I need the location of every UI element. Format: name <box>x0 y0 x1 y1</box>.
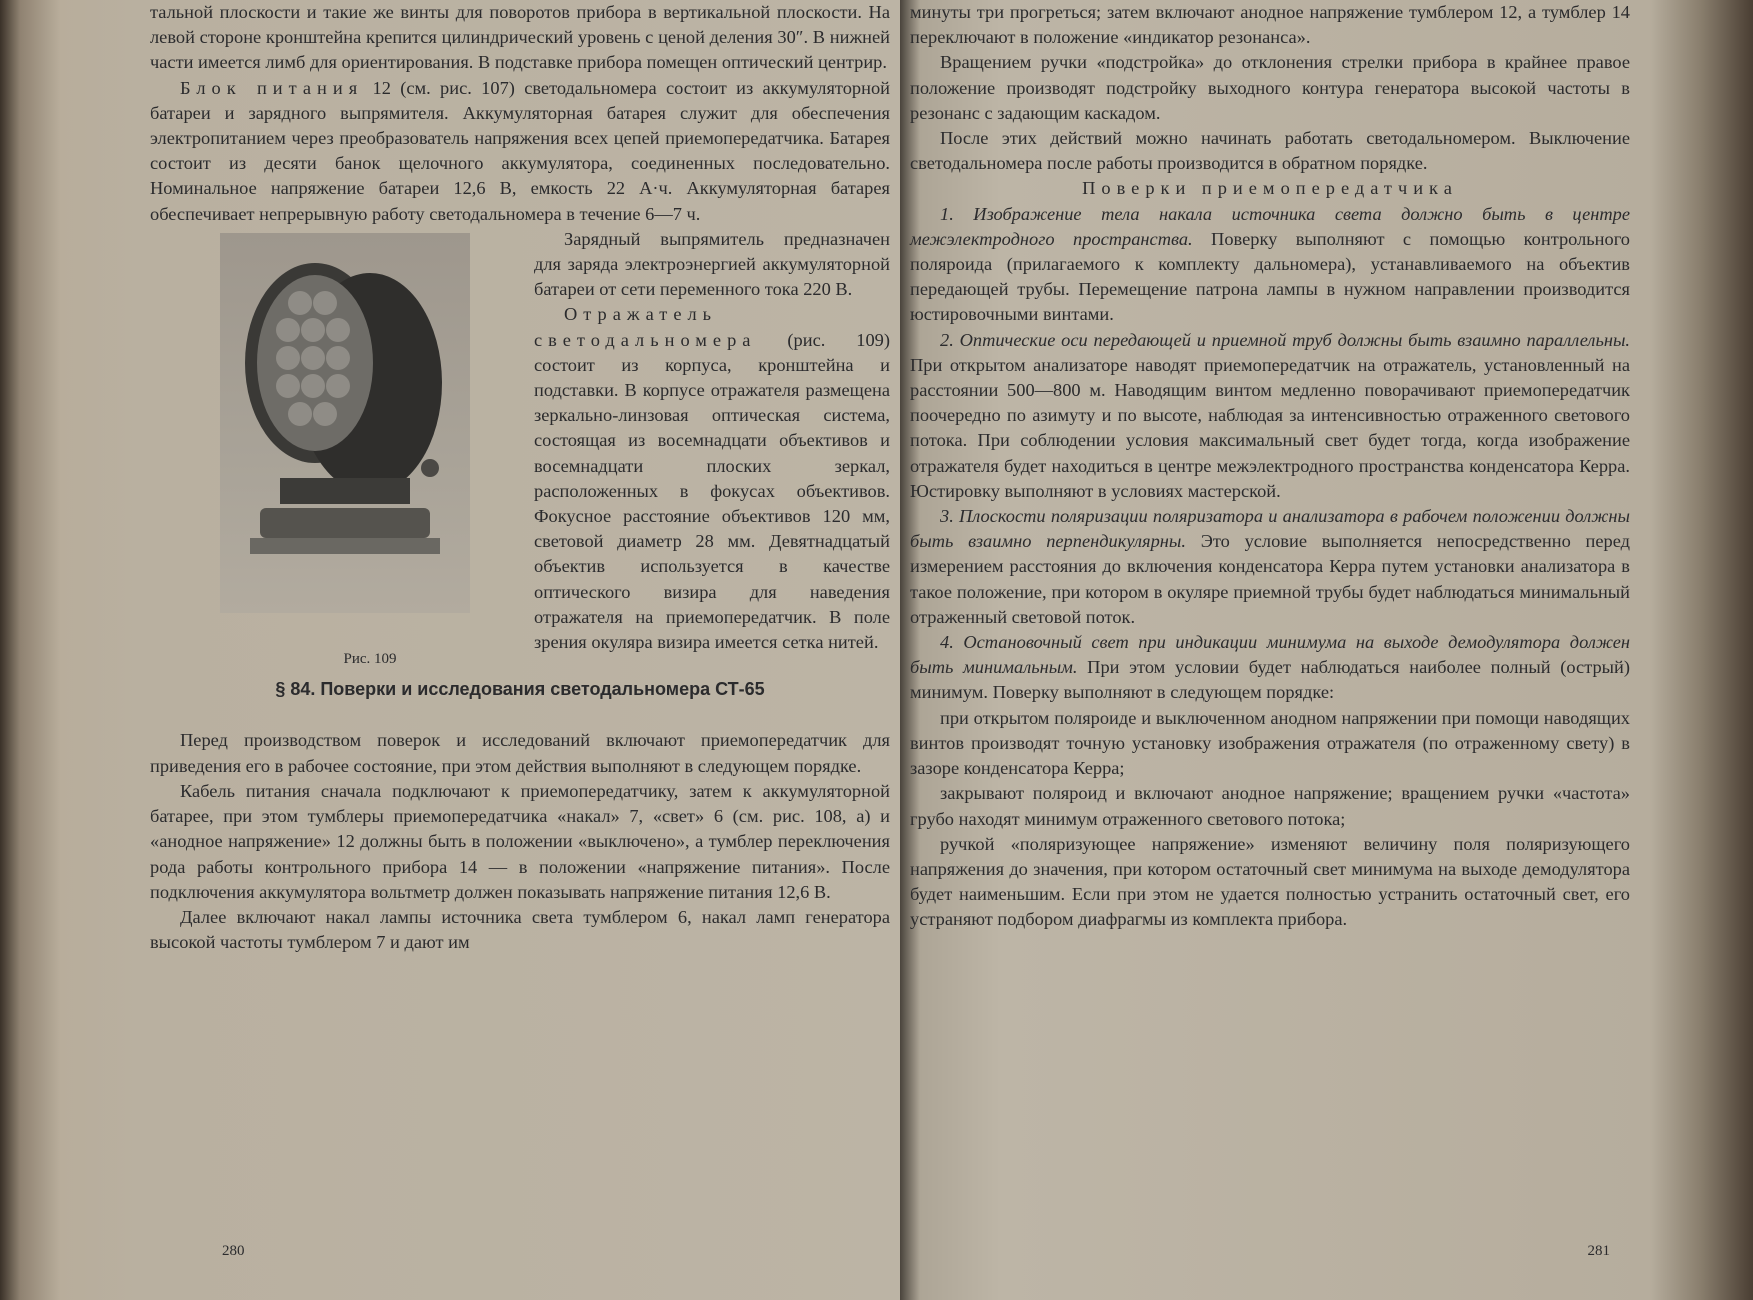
paragraph: ручкой «поляризующее напряжение» изменяют величину поля поляризующего напряжения до значения, при котором остаточный свет минимума на выходе демодулятора будет наименьшим. Если при этом не удается полностью устранить остаточный свет, его устраняют подбором диафрагмы из комплекта прибора. <box>910 833 1630 930</box>
figure <box>220 233 520 672</box>
right-page <box>910 0 1630 1270</box>
right-page-text <box>910 0 1630 933</box>
paragraph: Далее включают накал лампы источника света тумблером 6, накал ламп генератора высокой частоты тумблером 7 и дают им <box>150 906 890 953</box>
paragraph: тальной плоскости и такие же винты для поворотов прибора в вертикальной плоскости. На левой стороне кронштейна крепится цилиндрический уровень с ценой деления 30″. В нижней части имеется лимб для ориентирования. В подставке прибора помещен оптический центрир. <box>150 2 890 73</box>
spaced-term: Блок питания <box>180 77 364 98</box>
subheading: Поверки приемопередатчика <box>1082 178 1458 199</box>
item-title: 1. Изображение тела накала источника света должно быть в центре межэлектродного пространства. <box>910 203 1630 249</box>
paragraph: 1. Изображение тела накала источника света должно быть в центре межэлектродного пространства. Поверку выполняют с помощью контрольного поляроида (прилагаемого к комплекту дальномера), устанавливаемого на объектив передающей трубы. Перемещение патрона лампы в нужном направлении производится юстировочными винтами. <box>910 203 1631 325</box>
left-page <box>150 0 890 1270</box>
paragraph: После этих действий можно начинать работать светодальномером. Выключение светодальномера после работы производится в обратном порядке. <box>910 128 1630 174</box>
paragraph: 4. Остановочный свет при индикации минимума на выходе демодулятора должен быть минимальным. При этом условии будет наблюдаться наиболее полный (острый) минимум. Поверку выполняют в следующем порядке: <box>910 632 1630 703</box>
item-title: 2. Оптические оси передающей и приемной труб должны быть взаимно параллельны. <box>940 329 1630 350</box>
reflector-photo <box>220 233 470 613</box>
paragraph: 3. Плоскости поляризации поляризатора и анализатора в рабочем положении должны быть взаимно перпендикулярны. Это условие выполняется непосредственно перед измерением расстояния до включения конденсатора Керра путем установки анализатора в такое положение, при котором в окуляре приемной трубы будет наблюдаться минимальный отраженный световой поток. <box>910 506 1631 627</box>
spaced-term: Отражатель светодальномера <box>534 304 757 350</box>
paragraph: 2. Оптические оси передающей и приемной труб должны быть взаимно параллельны. При открытом анализаторе наводят приемопередатчик на отражатель, установленный на расстоянии 500—800 м. Наводящим винтом медленно поворачивают приемопередатчик поочередно по азимуту и по высоте, наблюдая за интенсивностью отраженного светового потока. При соблюдении условия максимальный свет будет тогда, когда изображение отражателя будет находиться в центре межэлектродного пространства конденсатора Керра. Юстировку выполняют в условиях мастерской. <box>910 329 1630 501</box>
section-heading: § 84. Поверки и исследования светодальномера СТ-65 <box>275 679 765 700</box>
paragraph: Вращением ручки «подстройка» до отклонения стрелки прибора в крайнее правое положение производят подстройку выходного контура генератора высокой частоты в резонанс с задающим каскадом. <box>910 52 1630 123</box>
paragraph: при открытом поляроиде и выключенном анодном напряжении при помощи наводящих винтов производят точную установку изображения отражателя (по отраженному свету) в зазоре конденсатора Керра; <box>910 707 1630 779</box>
paragraph: Блок питания 12 (см. рис. 107) светодальномера состоит из аккумуляторной батареи и зарядного выпрямителя. Аккумуляторная батарея служит для обеспечения электропитанием через преобразователь напряжения всех цепей приемопередатчика. Батарея состоит из десяти банок щелочного аккумулятора, соединенных последовательно. Номинальное напряжение батареи 12,6 В, емкость 22 А·ч. Аккумуляторная батарея обеспечивает непрерывную работу светодальномера в течение 6—7 ч. <box>150 77 890 224</box>
paragraph: закрывают поляроид и включают анодное напряжение; вращением ручки «частота» грубо находят минимум отраженного светового потока; <box>910 783 1630 829</box>
left-page-text <box>150 0 890 955</box>
paragraph: минуты три прогреться; затем включают анодное напряжение тумблером 12, а тумблер 14 переключают в положение «индикатор резонанса». <box>910 2 1630 48</box>
item-title: 4. Остановочный свет при индикации минимума на выходе демодулятора должен быть минимальным. <box>910 632 1630 678</box>
paragraph: Перед производством поверок и исследований включают приемопередатчик для приведения его в рабочее состояние, при этом действия выполняют в следующем порядке. <box>150 730 890 776</box>
paragraph: Кабель питания сначала подключают к приемопередатчику, затем к аккумуляторной батарее, при этом тумблеры приемопередатчика «накал» 7, «свет» 6 (см. рис. 108, а) и «анодное напряжение» 12 должны быть в положении «выключено», а тумблер переключения рода работы контрольного прибора 14 — в положении «напряжение питания». После подключения аккумулятора вольтметр должен показывать напряжение питания 12,6 В. <box>150 780 890 902</box>
paragraph: Отражатель светодальномера (рис. 109) состоит из корпуса, кронштейна и подставки. В корпусе отражателя размещена зеркально-линзовая оптическая система, состоящая из восемнадцати объективов и восемнадцати плоских зеркал, расположенных в фокусах объективов. Фокусное расстояние объективов 120 мм, световой диаметр 28 мм. Девятнадцатый объектив используется в качестве оптического визира для наведения отражателя на приемопередатчик. В поле зрения окуляра визира имеется сетка нитей. <box>534 304 890 653</box>
page-number: 281 <box>1587 1243 1610 1259</box>
page-number: 280 <box>222 1243 245 1259</box>
figure-caption: Рис. 109 <box>343 650 397 667</box>
paragraph: Зарядный выпрямитель предназначен для заряда электроэнергией аккумуляторной батареи от сети переменного тока 220 В. <box>534 228 890 300</box>
reflector-illustration <box>220 233 470 613</box>
item-title: 3. Плоскости поляризации поляризатора и анализатора в рабочем положении должны быть взаимно перпендикулярны. <box>910 506 1630 552</box>
